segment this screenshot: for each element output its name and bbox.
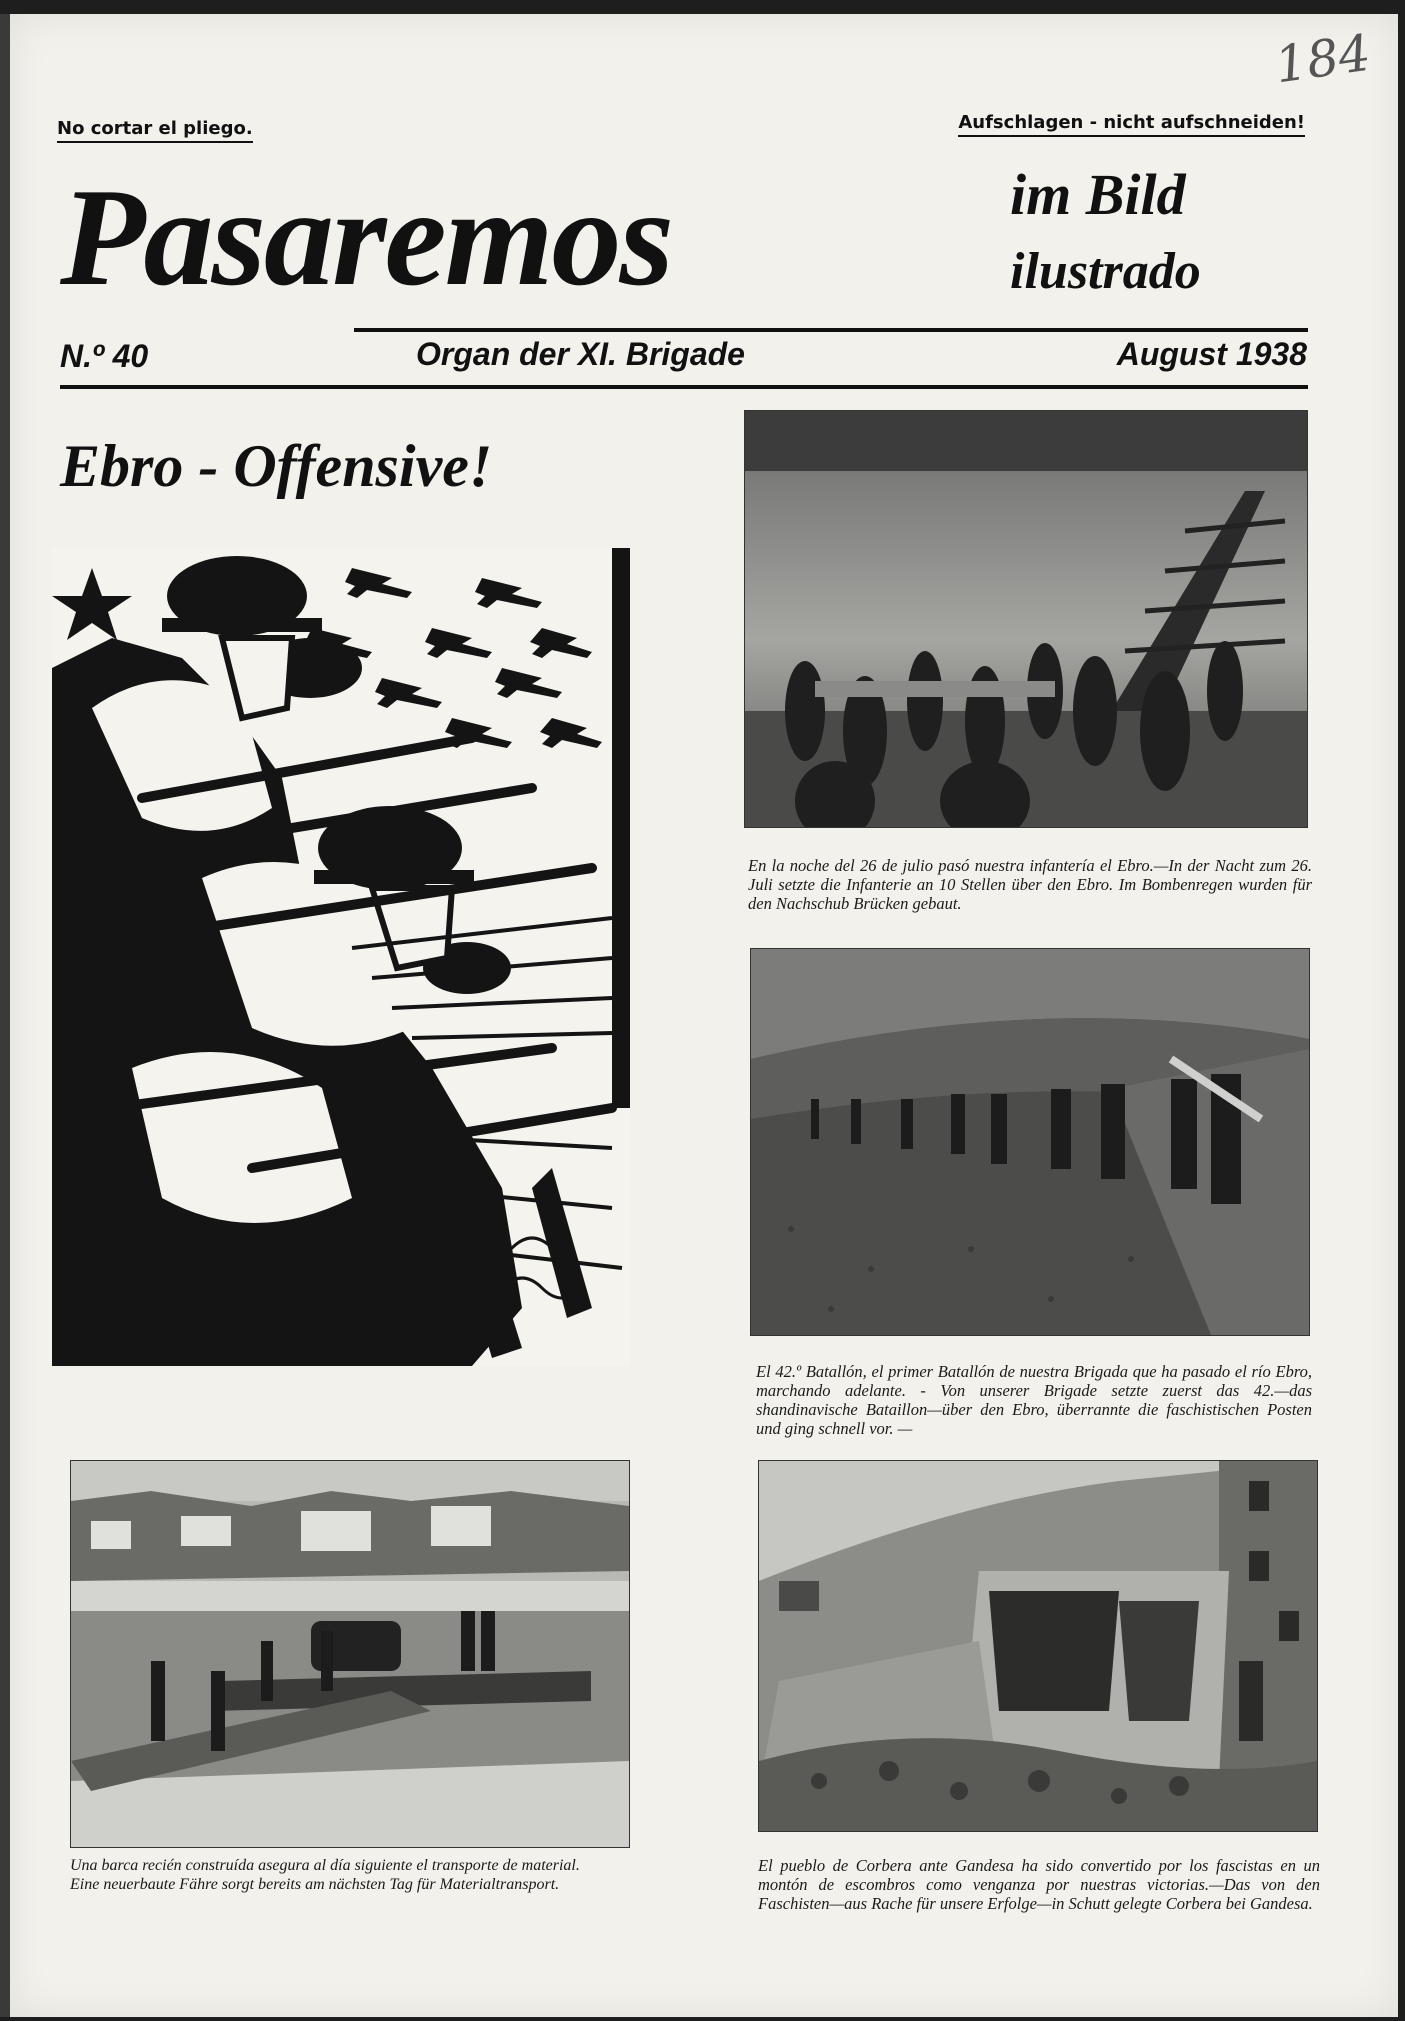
headline: Ebro - Offensive!	[60, 433, 493, 499]
issue-number: N.º 40	[60, 338, 149, 374]
rule-bottom	[60, 385, 1308, 389]
caption-pontoon-bridge	[748, 856, 1312, 913]
rule-top	[354, 328, 1308, 332]
issue-organ: Organ der XI. Brigade	[416, 336, 745, 372]
photo-battalion-marching	[750, 948, 1310, 1336]
caption-corbera-ruins	[758, 1856, 1320, 1913]
masthead-subtitle-1: im Bild	[1010, 162, 1186, 227]
issue-date: August 1938	[1116, 336, 1307, 372]
caption-battalion-marching-text: El 42.º Batallón, el primer Batallón de nuestra Brigada que ha pasado el río Ebro, marchando adelante. - Von unserer Brigade setzte zuerst das 42.—das shandinavische Bataillon—über den Ebro, überrannte die faschistischen Posten und ging schnell vor. —	[756, 1362, 1312, 1438]
caption-pontoon-bridge-text: En la noche del 26 de julio pasó nuestra infantería el Ebro.—In der Nacht zum 26. Juli setzte die Infanterie an 10 Stellen über den Ebro. Im Bombenregen wurden für den Nachschub Brücken gebaut.	[748, 856, 1312, 913]
scan-edge	[0, 14, 10, 2017]
note-right: Aufschlagen - nicht aufschneiden!	[958, 112, 1305, 137]
masthead-title: Pasaremos	[60, 160, 672, 315]
masthead-subtitle-2: ilustrado	[1010, 243, 1201, 300]
photo-ferry	[70, 1460, 630, 1848]
photo-pontoon-bridge	[744, 410, 1308, 828]
caption-ferry-es: Una barca recién construída asegura al día siguiente el transporte de material.	[70, 1857, 580, 1874]
caption-ferry	[70, 1856, 632, 1894]
caption-ferry-de: Eine neuerbaute Fähre sorgt bereits am nächsten Tag für Materialtransport.	[70, 1876, 560, 1893]
woodcut-illustration	[52, 548, 630, 1366]
photo-corbera-ruins	[758, 1460, 1318, 1832]
caption-corbera-ruins-text: El pueblo de Corbera ante Gandesa ha sido convertido por los fascistas en un montón de escombros como venganza por nuestras victorias.—Das von den Faschisten—aus Rache für unsere Erfolge—in Schutt gelegte Corbera bei Gandesa.	[758, 1856, 1320, 1913]
note-left: No cortar el pliego.	[57, 118, 253, 143]
handwritten-page-number: 184	[1271, 23, 1375, 95]
caption-battalion-marching	[756, 1362, 1312, 1438]
